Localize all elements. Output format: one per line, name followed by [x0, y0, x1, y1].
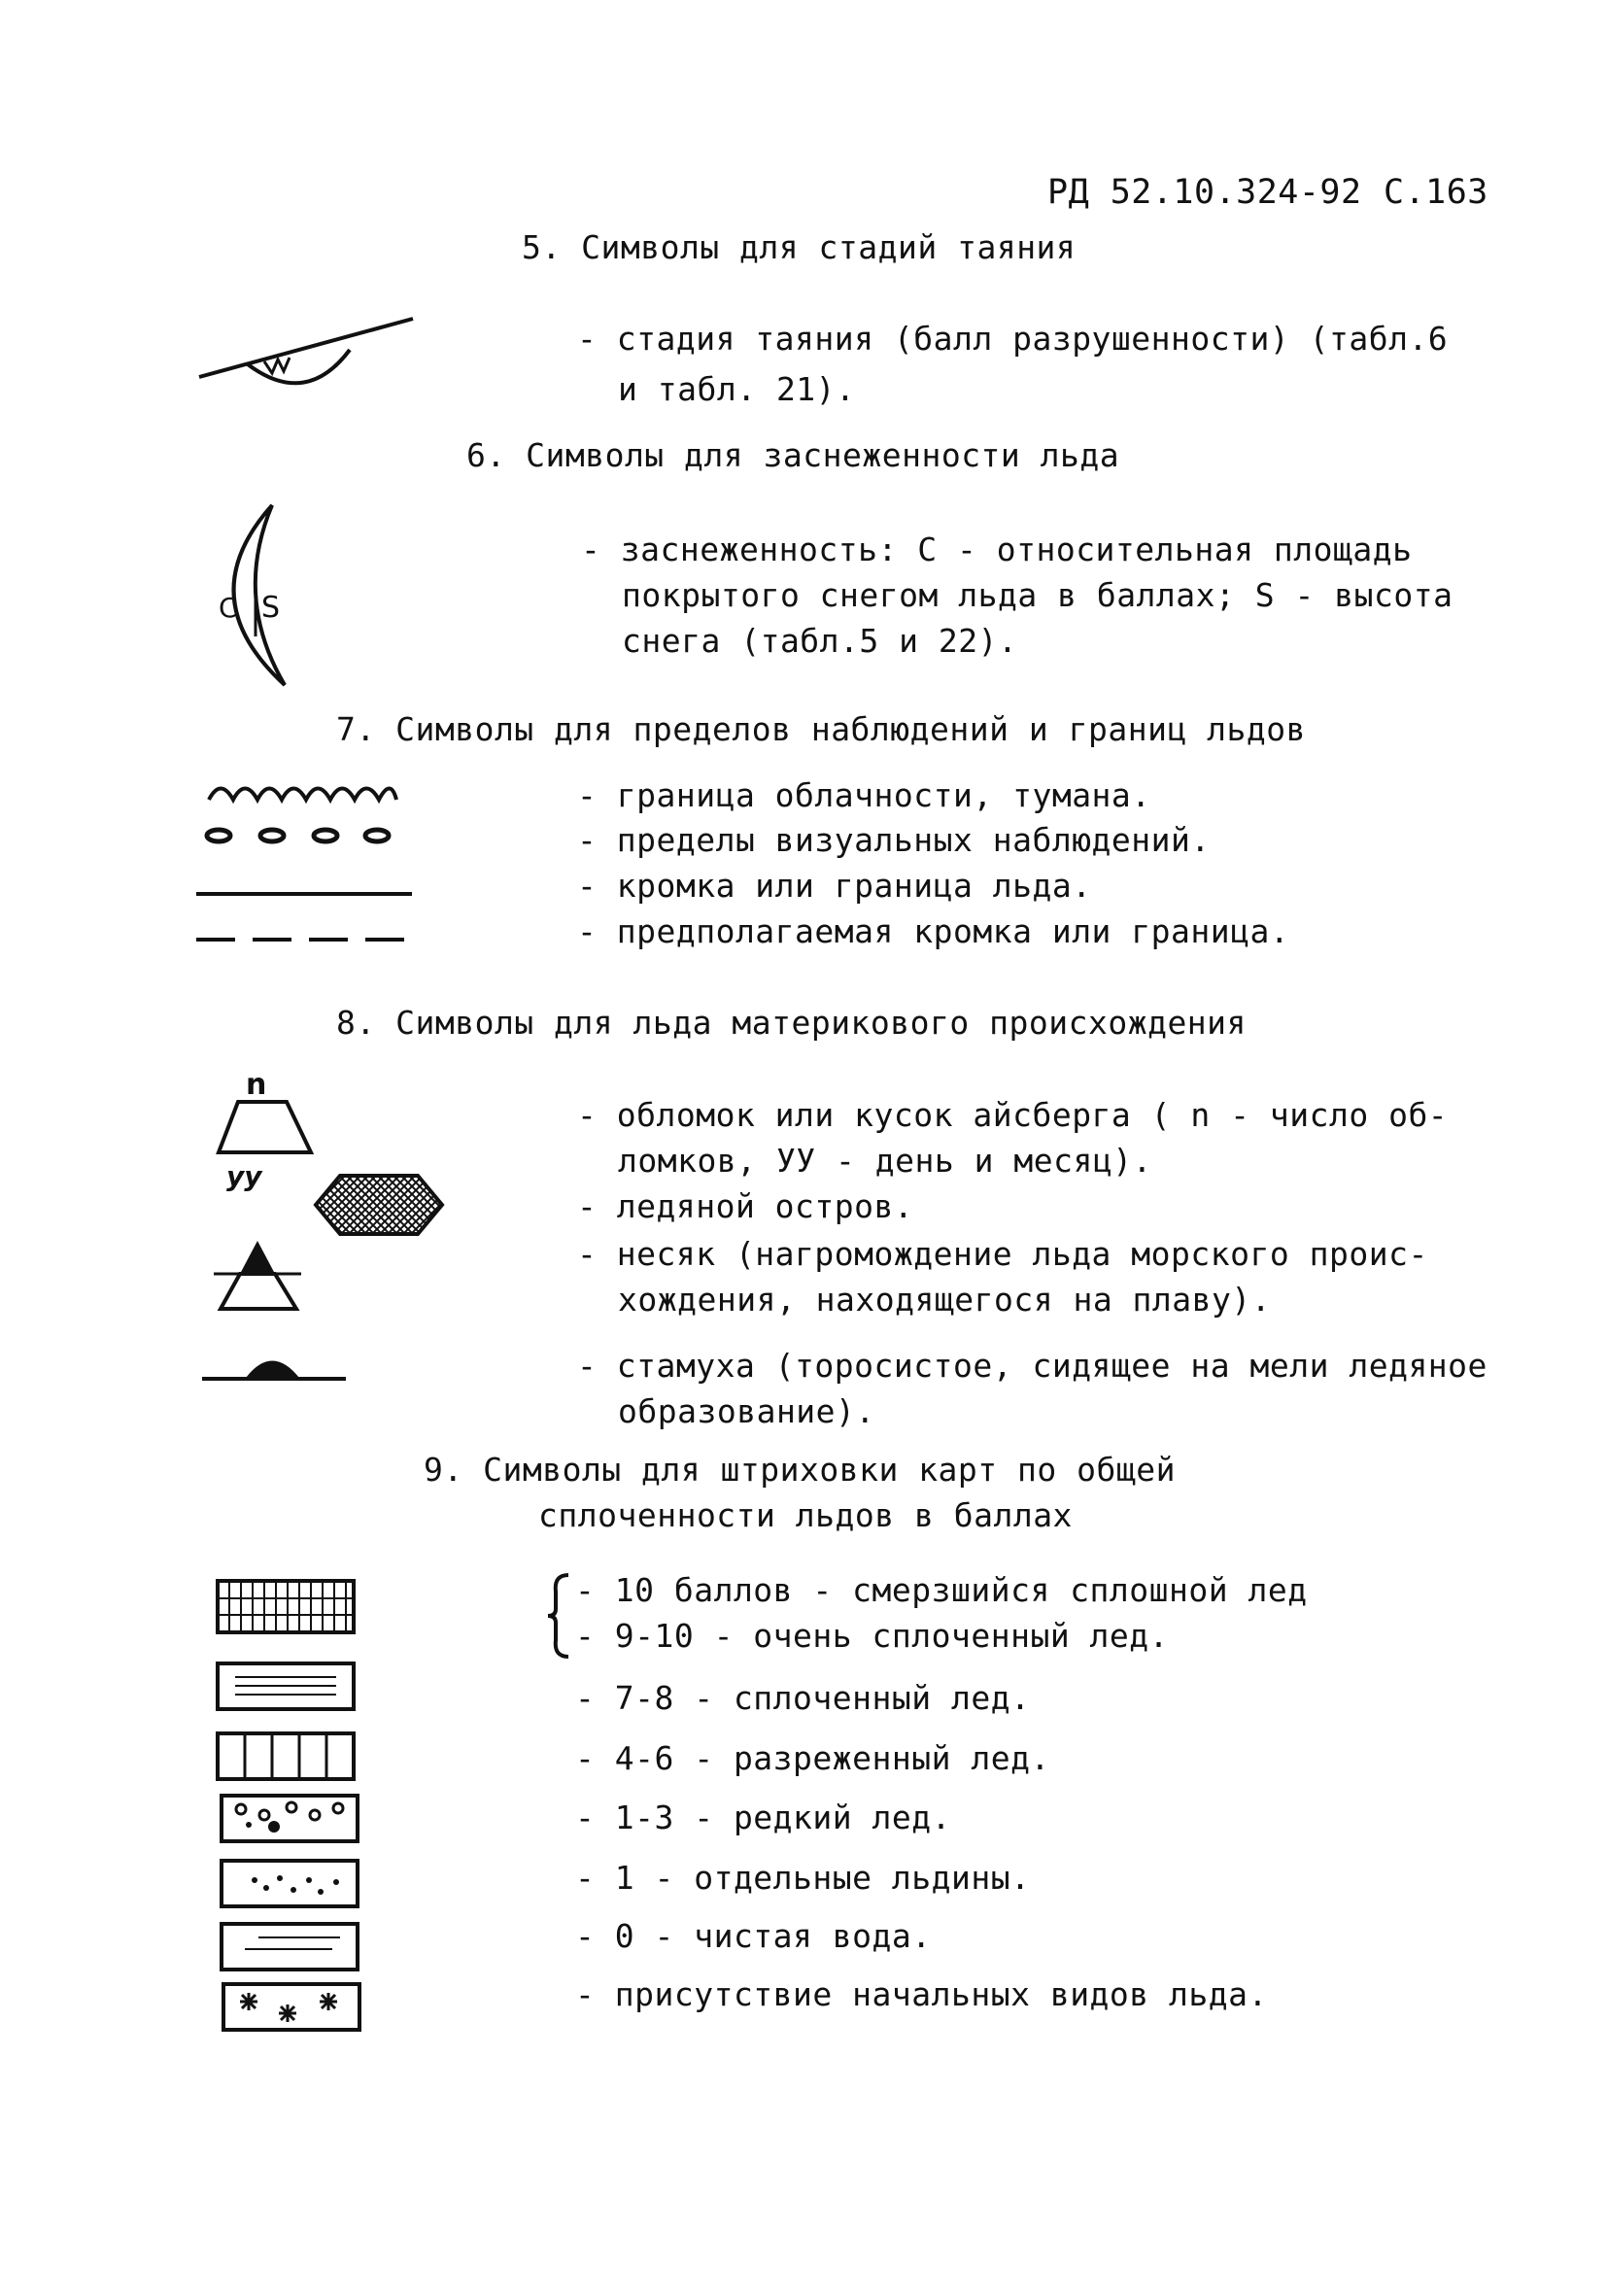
section-6-title: 6. Символы для заснеженности льда	[466, 436, 1120, 474]
iceberg-fragment-symbol	[209, 1069, 325, 1195]
page-number: С.163	[1384, 173, 1488, 212]
melt-stage-text-2: и табл. 21).	[618, 370, 856, 408]
one-three-text: - 1-3 - редкий лед.	[575, 1799, 951, 1836]
nesyak-text-2: хождения, находящегося на плаву).	[618, 1281, 1272, 1319]
snow-cover-symbol	[199, 500, 306, 695]
iceberg-count-label: n	[246, 1068, 267, 1102]
snow-c-label: C	[219, 592, 238, 624]
stamukha-symbol	[202, 1349, 348, 1388]
section-9-title-1: 9. Символы для штриховки карт по общей	[424, 1451, 1176, 1489]
stamukha-text-1: - стамуха (торосистое, сидящее на мели ледяное	[577, 1347, 1487, 1385]
ice-island-text: - ледяной остров.	[577, 1187, 914, 1225]
iceberg-date-label: уу	[226, 1160, 262, 1192]
zero-points-text: - 0 - чистая вода.	[575, 1917, 932, 1955]
snow-cover-text-1: - заснеженность: С - относительная площадь	[581, 531, 1413, 568]
seven-eight-text: - 7-8 - сплоченный лед.	[575, 1679, 1031, 1717]
open-ice-hatch	[216, 1731, 357, 1782]
visual-limit-text: - пределы визуальных наблюдений.	[577, 821, 1211, 859]
brace-symbol	[544, 1572, 573, 1660]
snow-s-label: S	[261, 591, 281, 625]
document-id: РД 52.10.324-92	[1047, 173, 1362, 212]
cloud-boundary-text: - граница облачности, тумана.	[577, 776, 1151, 814]
nesyak-text-1: - несяк (нагромождение льда морского проис-	[577, 1235, 1428, 1273]
ten-points-text: - 10 баллов - смерзшийся сплошной лед	[575, 1571, 1308, 1609]
melt-stage-text-1: - стадия таяния (балл разрушенности) (табл.6	[577, 320, 1449, 358]
ice-edge-dashed-symbol	[196, 935, 420, 944]
very-open-ice-hatch	[220, 1794, 360, 1844]
section-8-title: 8. Символы для льда материкового происхождения	[336, 1004, 1247, 1042]
cloud-boundary-symbol	[204, 775, 398, 805]
melt-stage-symbol	[194, 311, 418, 398]
nesyak-symbol	[209, 1239, 306, 1317]
snow-cover-text-2: покрытого снегом льда в баллах; S - высота	[622, 576, 1453, 614]
four-six-text: - 4-6 - разреженный лед.	[575, 1739, 1050, 1777]
ice-edge-dashed-text: - предполагаемая кромка или граница.	[577, 912, 1290, 950]
iceberg-fragment-text-1: - обломок или кусок айсберга ( n - число об-	[577, 1096, 1449, 1134]
ice-island-symbol	[311, 1171, 447, 1239]
section-7-title: 7. Символы для пределов наблюдений и границ льдов	[336, 710, 1307, 748]
ice-edge-solid-text: - кромка или граница льда.	[577, 867, 1092, 905]
open-water-hatch	[220, 1922, 360, 1972]
new-ice-text: - присутствие начальных видов льда.	[575, 1975, 1268, 2013]
ice-edge-solid-symbol	[196, 889, 415, 899]
snow-cover-text-3: снега (табл.5 и 22).	[622, 622, 1018, 660]
section-9-title-2: сплоченности льдов в баллах	[538, 1496, 1073, 1534]
new-ice-hatch	[222, 1982, 362, 2033]
one-point-text: - 1 - отдельные льдины.	[575, 1859, 1031, 1897]
ice-floes-hatch	[220, 1859, 360, 1909]
stamukha-text-2: образование).	[618, 1392, 875, 1430]
close-ice-hatch	[216, 1662, 357, 1712]
nine-ten-points-text: - 9-10 - очень сплоченный лед.	[575, 1617, 1170, 1655]
visual-limit-symbol	[199, 824, 393, 847]
fast-ice-hatch	[216, 1579, 357, 1635]
section-5-title: 5. Символы для стадий таяния	[522, 228, 1077, 266]
iceberg-fragment-text-2: ломков, УУ - день и месяц).	[618, 1142, 1152, 1180]
